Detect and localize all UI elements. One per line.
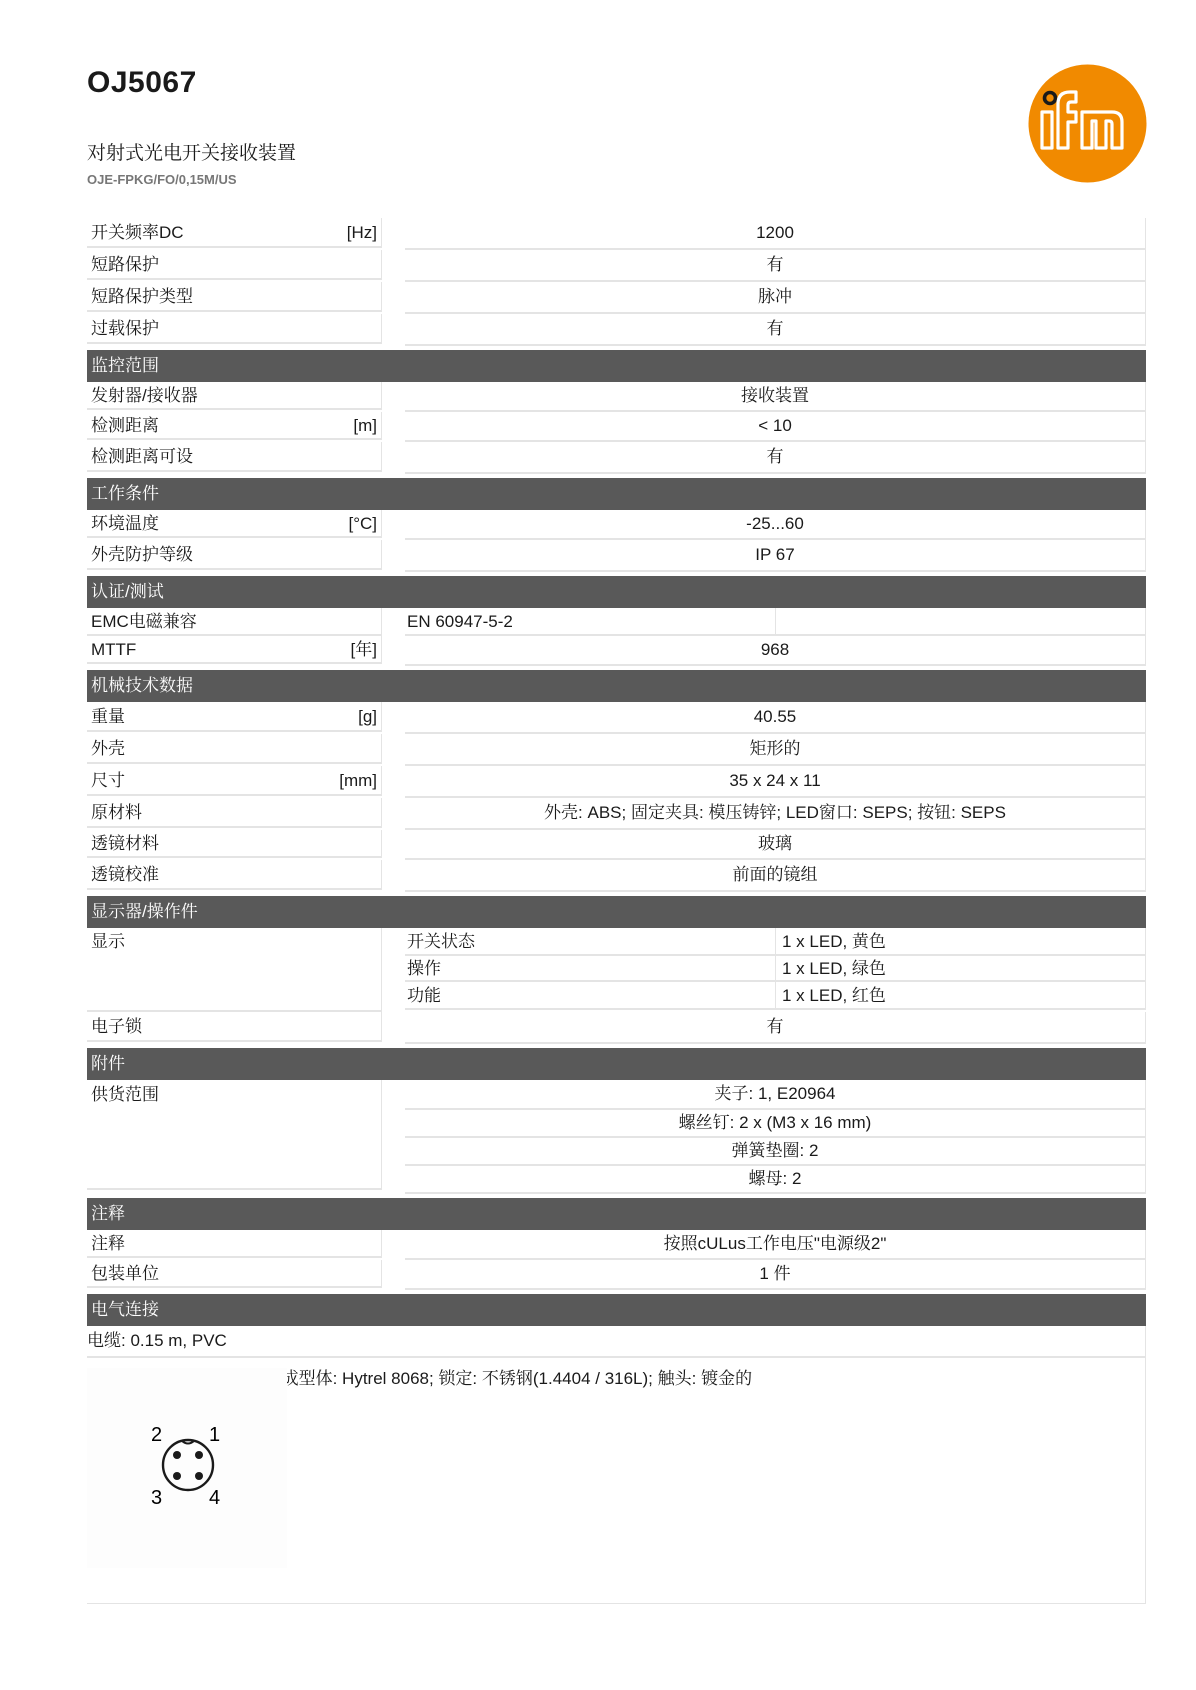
spec-row-weight (87, 702, 1146, 734)
section-header-remarks: 注释 (87, 1198, 1146, 1230)
connector-info: 接插件: 1 x M12; 译码: A; 成型体: Hytrel 8068; 锁定: 不锈钢(1.4404 / 316L); 触头: 镀金的 (87, 1369, 753, 1388)
pin-1 (195, 1451, 203, 1459)
spec-value-empty (776, 608, 1146, 636)
connector-box (87, 1358, 1146, 1604)
spec-label: 检测距离 (91, 416, 159, 435)
spec-row-lens-alignment (87, 860, 1146, 892)
article-number: OJE-FPKG/FO/0,15M/US (87, 172, 237, 187)
spec-label: 检测距离可设 (91, 447, 193, 466)
spec-value: 有 (405, 1012, 1146, 1044)
spec-value: IP 67 (405, 540, 1146, 572)
spec-unit: [mm] (339, 771, 377, 790)
pin-2 (173, 1451, 181, 1459)
accessory-item: 弹簧垫圈: 2 (405, 1138, 1146, 1166)
display-item-name: 功能 (405, 982, 776, 1010)
display-item (405, 956, 1146, 982)
spec-label: 过载保护 (91, 319, 159, 338)
display-item-value: 1 x LED, 绿色 (776, 956, 1146, 982)
section-header-mechanical: 机械技术数据 (87, 670, 1146, 702)
spec-label: 外壳 (91, 739, 125, 758)
pin-label-4: 4 (209, 1487, 221, 1509)
spec-row-protection (87, 540, 1146, 572)
spec-label: 环境温度 (91, 514, 159, 533)
spec-row-housing (87, 734, 1146, 766)
accessory-item: 夹子: 1, E20964 (405, 1080, 1146, 1110)
spec-row-mttf (87, 636, 1146, 666)
spec-label: EMC电磁兼容 (91, 612, 197, 631)
section-header-operating: 工作条件 (87, 478, 1146, 510)
spec-label: 透镜校准 (91, 865, 159, 884)
spec-row-emc (87, 608, 1146, 636)
spec-label: 外壳防护等级 (91, 545, 193, 564)
display-item (405, 928, 1146, 956)
display-item-value: 1 x LED, 红色 (776, 982, 1146, 1010)
spec-row-scope-of-delivery (87, 1080, 1146, 1194)
display-item-value: 1 x LED, 黄色 (776, 928, 1146, 956)
spec-value: 40.55 (405, 702, 1146, 734)
spec-value: 接收装置 (405, 382, 1146, 412)
spec-label: 开关频率DC (91, 223, 184, 242)
spec-row-display (87, 928, 1146, 1012)
spec-unit: [年] (350, 640, 377, 659)
spec-label: 原材料 (91, 803, 142, 822)
spec-value: 1 件 (405, 1260, 1146, 1290)
spec-value: EN 60947-5-2 (405, 608, 776, 636)
section-header-electrical: 电气连接 (87, 1294, 1146, 1326)
spec-label: 显示 (91, 932, 125, 951)
section-header-display: 显示器/操作件 (87, 896, 1146, 928)
spec-row-lens-material (87, 830, 1146, 860)
spec-unit: [°C] (348, 514, 377, 533)
spec-value: 35 x 24 x 11 (405, 766, 1146, 798)
product-description: 对射式光电开关接收装置 (87, 143, 297, 164)
spec-row-range (87, 412, 1146, 442)
spec-label: 发射器/接收器 (91, 386, 198, 405)
display-item-name: 操作 (405, 956, 776, 982)
spec-label: 重量 (91, 707, 125, 726)
spec-value: < 10 (405, 412, 1146, 442)
spec-unit: [g] (358, 707, 377, 726)
spec-value: 玻璃 (405, 830, 1146, 860)
m12-pin-diagram (87, 1368, 287, 1568)
spec-label: 电子锁 (91, 1017, 142, 1036)
spec-label: 短路保护 (91, 255, 159, 274)
section-header-accessories: 附件 (87, 1048, 1146, 1080)
spec-label: 供货范围 (91, 1085, 159, 1104)
spec-row-materials (87, 798, 1146, 830)
spec-label: 透镜材料 (91, 834, 159, 853)
spec-row-range-adjustable (87, 442, 1146, 474)
datasheet (87, 218, 1146, 1604)
pin-label-2: 2 (151, 1424, 163, 1446)
spec-row-packaging-unit (87, 1260, 1146, 1290)
spec-row-short-circuit-type (87, 282, 1146, 314)
cable-info: 电缆: 0.15 m, PVC (87, 1326, 1146, 1358)
spec-row-ambient-temp (87, 510, 1146, 540)
spec-row-electronic-lock (87, 1012, 1146, 1044)
accessory-item: 螺母: 2 (405, 1166, 1146, 1194)
spec-value: 脉冲 (405, 282, 1146, 314)
spec-value: 按照cULus工作电压"电源级2" (405, 1230, 1146, 1260)
pin-label-1: 1 (209, 1424, 221, 1446)
spec-unit: [m] (353, 416, 377, 435)
spec-row-short-circuit (87, 250, 1146, 282)
spec-value: -25...60 (405, 510, 1146, 540)
spec-value: 有 (405, 442, 1146, 474)
section-header-monitoring: 监控范围 (87, 350, 1146, 382)
display-item (405, 982, 1146, 1010)
accessory-item: 螺丝钉: 2 x (M3 x 16 mm) (405, 1110, 1146, 1138)
spec-value: 有 (405, 250, 1146, 282)
pin-4 (195, 1472, 203, 1480)
spec-label: 尺寸 (91, 771, 125, 790)
spec-value: 968 (405, 636, 1146, 666)
spec-value: 有 (405, 314, 1146, 346)
spec-label: MTTF (91, 640, 137, 659)
spec-value: 矩形的 (405, 734, 1146, 766)
display-item-name: 开关状态 (405, 928, 776, 956)
spec-label: 注释 (91, 1234, 125, 1253)
product-code: OJ5067 (87, 66, 197, 99)
spec-row-emitter-receiver (87, 382, 1146, 412)
spec-value: 1200 (405, 218, 1146, 250)
spec-row-remark (87, 1230, 1146, 1260)
spec-row-dimensions (87, 766, 1146, 798)
ifm-logo (1028, 64, 1147, 183)
section-header-approvals: 认证/测试 (87, 576, 1146, 608)
spec-value: 外壳: ABS; 固定夹具: 模压铸锌; LED窗口: SEPS; 按钮: SEPS (405, 798, 1146, 830)
pin-3 (173, 1472, 181, 1480)
pin-label-3: 3 (151, 1487, 163, 1509)
spec-label: 包装单位 (91, 1264, 159, 1283)
spec-label: 短路保护类型 (91, 287, 193, 306)
spec-unit: [Hz] (346, 223, 377, 242)
spec-row-switching-frequency (87, 218, 1146, 250)
spec-value: 前面的镜组 (405, 860, 1146, 892)
spec-row-overload (87, 314, 1146, 346)
